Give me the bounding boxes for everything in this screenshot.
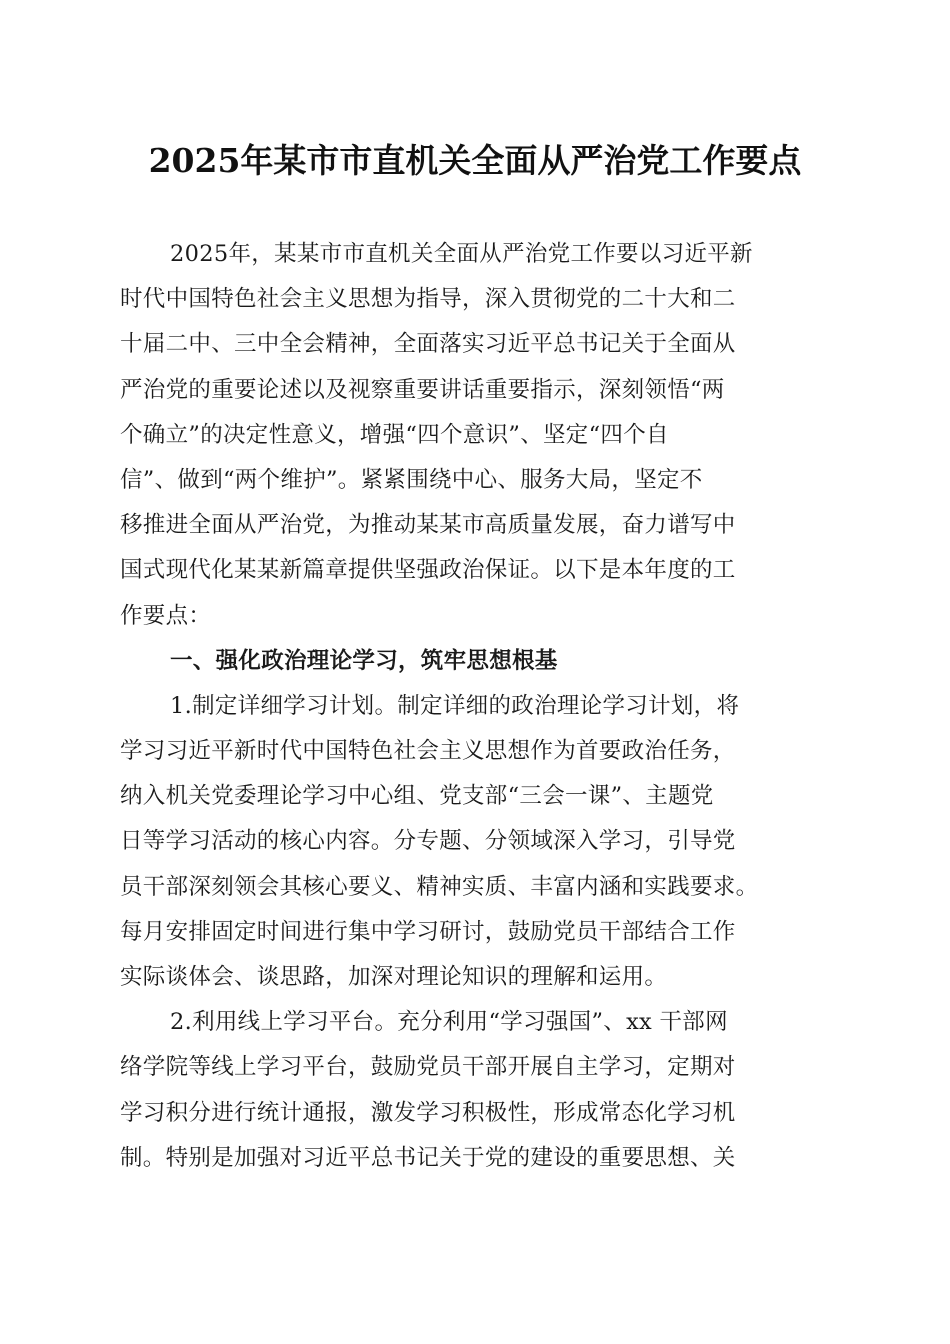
body-line: 制。特别是加强对习近平总书记关于党的建设的重要思想、关 [120, 1144, 736, 1171]
body-line: 国式现代化某某新篇章提供坚强政治保证。以下是本年度的工 [120, 557, 736, 584]
document-body [120, 232, 832, 1181]
body-line: 学习积分进行统计通报，激发学习积极性，形成常态化学习机 [120, 1099, 736, 1126]
body-line: 日等学习活动的核心内容。分专题、分领域深入学习，引导党 [120, 828, 736, 855]
body-line: 信”、做到“两个维护”。紧紧围绕中心、服务大局，坚定不 [120, 466, 703, 493]
body-line: 2025年，某某市市直机关全面从严治党工作要以习近平新 [170, 241, 753, 267]
body-line: 每月安排固定时间进行集中学习研讨，鼓励党员干部结合工作 [120, 918, 736, 945]
section-heading: 一、强化政治理论学习，筑牢思想根基 [170, 647, 558, 674]
body-line: 时代中国特色社会主义思想为指导，深入贯彻党的二十大和二 [120, 286, 736, 313]
body-line: 员干部深刻领会其核心要义、精神实质、丰富内涵和实践要求。 [120, 873, 759, 900]
body-line: 实际谈体会、谈思路，加深对理论知识的理解和运用。 [120, 964, 668, 990]
body-line: 作要点： [120, 602, 212, 629]
body-line: 学习习近平新时代中国特色社会主义思想作为首要政治任务， [120, 738, 736, 765]
body-line: 十届二中、三中全会精神，全面落实习近平总书记关于全面从 [120, 331, 736, 358]
body-line: 络学院等线上学习平台，鼓励党员干部开展自主学习，定期对 [120, 1054, 736, 1081]
body-line: 严治党的重要论述以及视察重要讲话重要指示，深刻领悟“两 [120, 376, 725, 403]
body-line: 2.利用线上学习平台。充分利用“学习强国”、xx 干部网 [170, 1009, 728, 1036]
body-line: 1.制定详细学习计划。制定详细的政治理论学习计划，将 [170, 692, 740, 719]
body-line: 移推进全面从严治党，为推动某某市高质量发展，奋力谱写中 [120, 512, 736, 539]
body-line: 纳入机关党委理论学习中心组、党支部“三会一课”、主题党 [120, 783, 714, 810]
document-title: 2025年某市市直机关全面从严治党工作要点 [148, 141, 802, 180]
body-line: 个确立”的决定性意义，增强“四个意识”、坚定“四个自 [120, 421, 669, 448]
